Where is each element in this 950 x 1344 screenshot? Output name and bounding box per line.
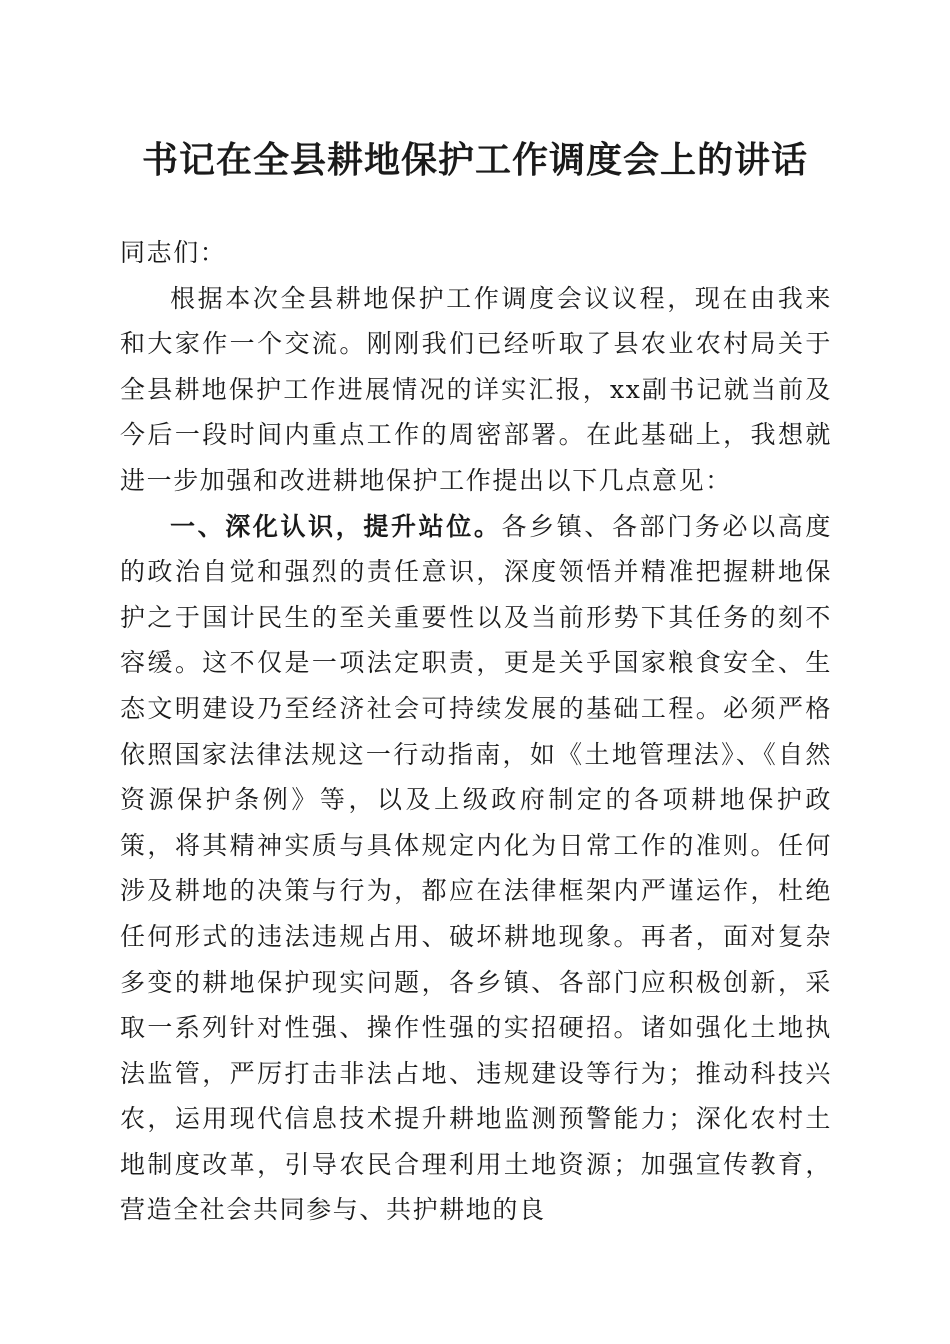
paragraph-lead: 一、深化认识，提升站位。 bbox=[170, 511, 502, 541]
paragraph-text: 根据本次全县耕地保护工作调度会议议程，现在由我来和大家作一个交流。刚刚我们已经听取了县农业农村局关于全县耕地保护工作进展情况的详实汇报，xx副书记就当前及今后一段时间内重点工作的周密部署。在此基础上，我想就进一步加强和改进耕地保护工作提出以下几点意见： bbox=[120, 283, 832, 495]
paragraph-intro bbox=[120, 276, 832, 504]
page-title: 书记在全县耕地保护工作调度会上的讲话 bbox=[141, 139, 808, 181]
paragraph-text: 各乡镇、各部门务必以高度的政治自觉和强烈的责任意识，深度领悟并精准把握耕地保护之于国计民生的至关重要性以及当前形势下其任务的刻不容缓。这不仅是一项法定职责，更是关乎国家粮食安全、生态文明建设乃至经济社会可持续发展的基础工程。必须严格依照国家法律法规这一行动指南，如《土地管理法》、《自然资源保护条例》等，以及上级政府制定的各项耕地保护政策，将其精神实质与具体规定内化为日常工作的准则。任何涉及耕地的决策与行为，都应在法律框架内严谨运作，杜绝任何形式的违法违规占用、破坏耕地现象。再者，面对复杂多变的耕地保护现实问题，各乡镇、各部门应积极创新，采取一系列针对性强、操作性强的实招硬招。诸如强化土地执法监管，严厉打击非法占地、违规建设等行为；推动科技兴农，运用现代信息技术提升耕地监测预警能力；深化农村土地制度改革，引导农民合理利用土地资源；加强宣传教育，营造全社会共同参与、共护耕地的良 bbox=[120, 511, 833, 1225]
paragraph-point-one bbox=[120, 504, 832, 1234]
salutation: 同志们： bbox=[120, 238, 227, 267]
speech-body bbox=[120, 230, 832, 1233]
